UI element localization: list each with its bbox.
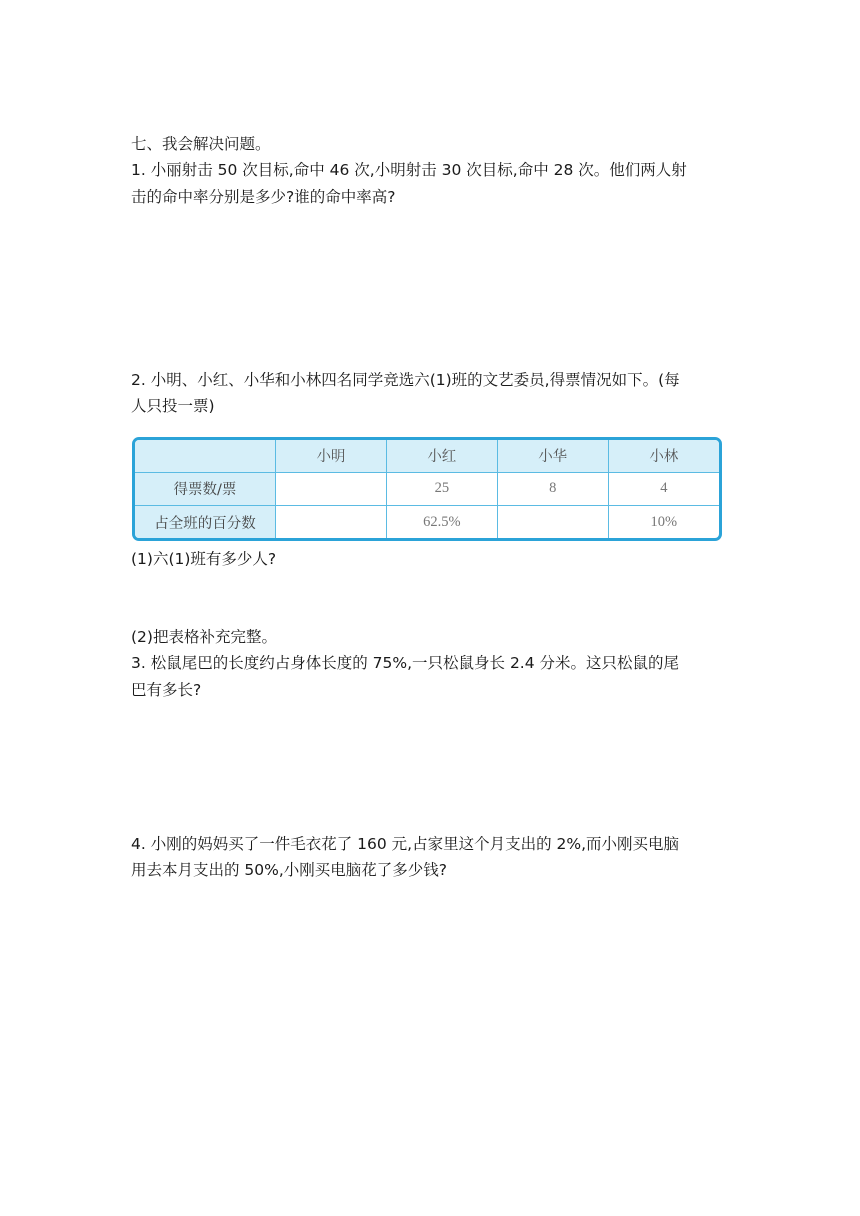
table-cell: [276, 506, 387, 538]
table-row-label: 占全班的百分数: [135, 506, 276, 538]
question-2-sub-1: (1)六(1)班有多少人?: [131, 550, 277, 568]
question-1-line-1: 1. 小丽射击 50 次目标,命中 46 次,小明射击 30 次目标,命中 28 次。他们两人射: [131, 161, 687, 179]
question-2-line-1: 2. 小明、小红、小华和小林四名同学竞选六(1)班的文艺委员,得票情况如下。(每: [131, 371, 680, 389]
table-cell: 10%: [608, 506, 719, 538]
table-header-row: [135, 440, 719, 472]
table-cell: [497, 506, 608, 538]
table-cell: 62.5%: [386, 506, 497, 538]
vote-table: [132, 437, 722, 541]
table-cell: [276, 472, 387, 505]
table-header-cell: 小林: [608, 440, 719, 472]
table-cell: 4: [608, 472, 719, 505]
table-header-cell: 小红: [386, 440, 497, 472]
section-title: 七、我会解决问题。: [131, 135, 271, 153]
table-header-cell: 小华: [497, 440, 608, 472]
table-corner-cell: [135, 440, 276, 472]
table-row-label: 得票数/票: [135, 472, 276, 505]
question-4-line-1: 4. 小刚的妈妈买了一件毛衣花了 160 元,占家里这个月支出的 2%,而小刚买电脑: [131, 835, 680, 853]
question-4-line-2: 用去本月支出的 50%,小刚买电脑花了多少钱?: [131, 861, 448, 879]
question-1-line-2: 击的命中率分别是多少?谁的命中率高?: [131, 188, 396, 206]
table-row: [135, 506, 719, 538]
table-cell: 25: [386, 472, 497, 505]
question-2-line-2: 人只投一票): [131, 397, 215, 415]
question-3-line-2: 巴有多长?: [131, 681, 202, 699]
table-cell: 8: [497, 472, 608, 505]
question-3-line-1: 3. 松鼠尾巴的长度约占身体长度的 75%,一只松鼠身长 2.4 分米。这只松鼠的尾: [131, 654, 680, 672]
table-row: [135, 472, 719, 505]
table-header-cell: 小明: [276, 440, 387, 472]
question-2-sub-2: (2)把表格补充完整。: [131, 628, 277, 646]
